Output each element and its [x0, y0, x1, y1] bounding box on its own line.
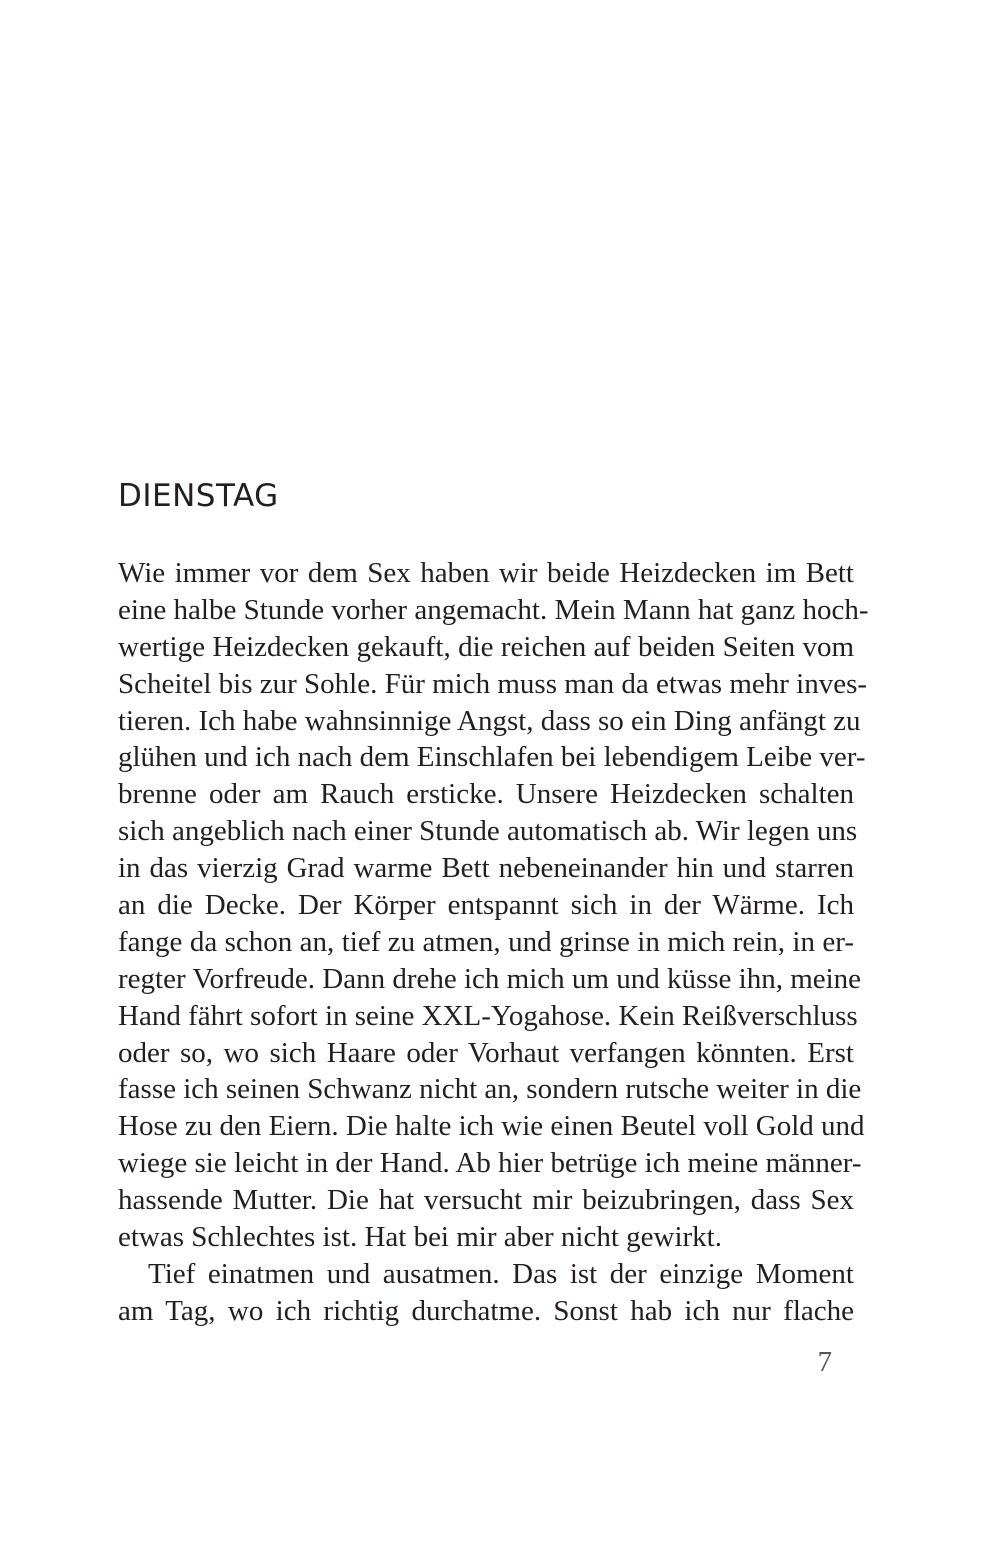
- text-line: sich angeblich nach einer Stunde automatisch ab. Wir legen uns: [118, 815, 858, 848]
- text-line: wertige Heizdecken gekauft, die reichen auf beiden Seiten vom: [118, 630, 854, 663]
- text-line: brenne oder am Rauch ersticke. Unsere Heizdecken schalten: [118, 778, 854, 811]
- paragraph: [118, 1256, 854, 1330]
- chapter-title: DIENSTAG: [118, 478, 279, 514]
- body-text: [118, 555, 869, 1330]
- page-number: 7: [817, 1346, 832, 1378]
- text-line: regter Vorfreude. Dann drehe ich mich um und küsse ihn, meine: [118, 962, 862, 995]
- text-line: Wie immer vor dem Sex haben wir beide Heizdecken im Bett: [118, 557, 854, 589]
- text-line: Tief einatmen und ausatmen. Das ist der einzige Moment: [148, 1257, 854, 1290]
- text-line: am Tag, wo ich richtig durchatme. Sonst hab ich nur flache: [118, 1294, 854, 1327]
- text-line: eine halbe Stunde vorher angemacht. Mein Mann hat ganz hoch-: [118, 593, 869, 626]
- paragraph: [118, 555, 869, 1256]
- text-line: wiege sie leicht in der Hand. Ab hier betrüge ich meine männer-: [118, 1147, 862, 1180]
- text-line: Hose zu den Eiern. Die halte ich wie einen Beutel voll Gold und: [118, 1110, 865, 1143]
- text-line: hassende Mutter. Die hat versucht mir beizubringen, dass Sex: [118, 1184, 854, 1217]
- text-line: Scheitel bis zur Sohle. Für mich muss man da etwas mehr inves-: [118, 667, 868, 700]
- text-line: an die Decke. Der Körper entspannt sich in der Wärme. Ich: [118, 889, 854, 922]
- text-line: oder so, wo sich Haare oder Vorhaut verfangen könnten. Erst: [118, 1036, 854, 1069]
- text-line: Hand fährt sofort in seine XXL-Yogahose. Kein Reißverschluss: [118, 999, 858, 1032]
- text-line: glühen und ich nach dem Einschlafen bei lebendigem Leibe ver-: [118, 741, 866, 774]
- text-line: etwas Schlechtes ist. Hat bei mir aber nicht gewirkt.: [118, 1221, 722, 1254]
- text-line: fange da schon an, tief zu atmen, und grinse in mich rein, in er-: [118, 925, 854, 958]
- text-line: tieren. Ich habe wahnsinnige Angst, dass so ein Ding anfängt zu: [118, 704, 861, 737]
- text-line: fasse ich seinen Schwanz nicht an, sondern rutsche weiter in die: [118, 1073, 862, 1106]
- text-line: in das vierzig Grad warme Bett nebeneinander hin und starren: [118, 852, 854, 885]
